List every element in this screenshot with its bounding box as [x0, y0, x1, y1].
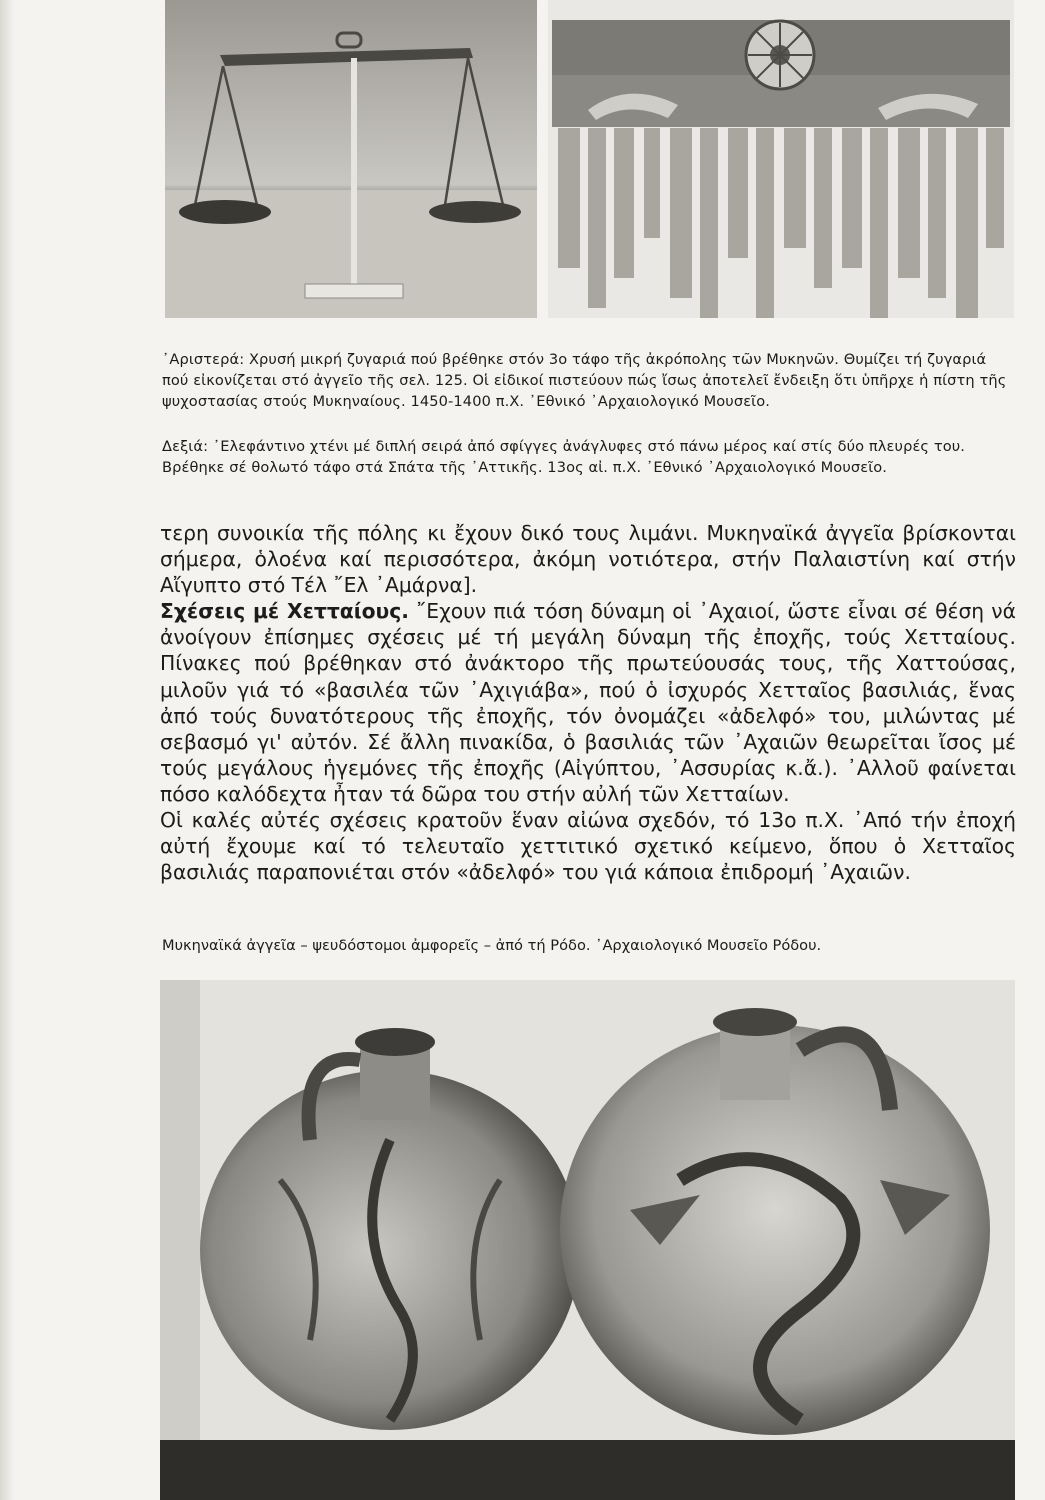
caption-scale: ᾿Αριστερά: Χρυσή μικρή ζυγαριά πού βρέθηκε στόν 3ο τάφο τῆς ἀκρόπολης τῶν Μυκηνῶν. Θυμίζει τή ζυγαριά πού εἰκονίζεται στό ἀγγεῖο τῆς σελ. 125. Οἱ εἰδικοί πιστεύουν πώς ἴσως ἀποτελεῖ ἔνδειξη ὅτι ὑπῆρχε ἡ πίστη τῆς ψυχοστασίας στούς Μυκηναίους. 1450-1400 π.Χ. ᾿Εθνικό ᾿Αρχαιολογικό Μουσεῖο.: [162, 351, 1007, 410]
photo-ivory-comb: [548, 0, 1014, 318]
caption-comb: Δεξιά: ᾿Ελεφάντινο χτένι μέ διπλή σειρά ἀπό σφίγγες ἀνάγλυφες στό πάνω μέρος καί στίς δύο πλευρές του. Βρέθηκε σέ θολωτό τάφο στά Σπάτα τῆς ᾿Αττικῆς. 13ος αἰ. π.Χ. ᾿Εθνικό ᾿Αρχαιολογικό Μουσεῖο.: [162, 438, 966, 476]
page-edge-shadow: [0, 0, 14, 1500]
paragraph-3: Οἱ καλές αὐτές σχέσεις κρατοῦν ἕναν αἰώνα σχεδόν, τό 13ο π.Χ. ᾿Από τήν ἐποχή αὐτή ἔχουμε καί τό τελευταῖο χεττιτικό σχετικό κείμενο, ὅπου ὁ Χετταῖος βασιλιάς παραπονιέται στόν «ἀδελφό» του γιά κάποια ἐπιδρομή ᾿Αχαιῶν.: [160, 808, 1016, 885]
paragraph-1: τερη συνοικία τῆς πόλης κι ἔχουν δικό τους λιμάνι. Μυκηναϊκά ἀγγεῖα βρίσκονται σήμερα, ὁλοένα καί περισσότερα, ἀκόμη νοτιότερα, στήν Παλαιστίνη καί στήν Αἴγυπτο στό Τέλ ῎Ελ ᾿Αμάρνα].: [160, 521, 1016, 598]
paragraph-2: [160, 598, 1016, 807]
photo-mycenaean-jars: [160, 980, 1015, 1500]
paragraph-2-text: ῎Εχουν πιά τόση δύναμη οἱ ᾿Αχαιοί, ὥστε εἶναι σέ θέση νά ἀνοίγουν ἐπίσημες σχέσεις μέ τή μεγάλη δύναμη τῆς ἐποχῆς, τούς Χετταίους. Πίνακες πού βρέθηκαν στό ἀνάκτορο τῆς πρωτεύουσάς τους, τῆς Χαττούσας, μιλοῦν γιά τό «βασιλέα τῶν ᾿Αχιγιάβα», πού ὁ ἰσχυρός Χετταῖος βασιλιάς, ἕνας ἀπό τούς δυνατότερους τῆς ἐποχῆς, τόν ὀνομάζει «ἀδελφό» του, μιλώντας μέ σεβασμό γι' αὐτόν. Σέ ἄλλη πινακίδα, ὁ βασιλιάς τῶν ᾿Αχαιῶν θεωρεῖται ἴσος μέ τούς μεγάλους ἡγεμόνες τῆς ἐποχῆς (Αἰγύπτου, ᾿Ασσυρίας κ.ἄ.). ᾿Αλλοῦ φαίνεται πόσο καλόδεχτα ἦταν τά δῶρα του στήν αὐλή τῶν Χετταίων.: [160, 599, 1016, 806]
caption-jars: Μυκηναϊκά ἀγγεῖα – ψευδόστομοι ἀμφορεῖς – ἀπό τή Ρόδο. ᾿Αρχαιολογικό Μουσεῖο Ρόδου.: [162, 937, 822, 954]
body-text: [160, 520, 1016, 885]
photo-gold-scale: [165, 0, 537, 318]
section-heading: Σχέσεις μέ Χετταίους.: [160, 599, 409, 624]
